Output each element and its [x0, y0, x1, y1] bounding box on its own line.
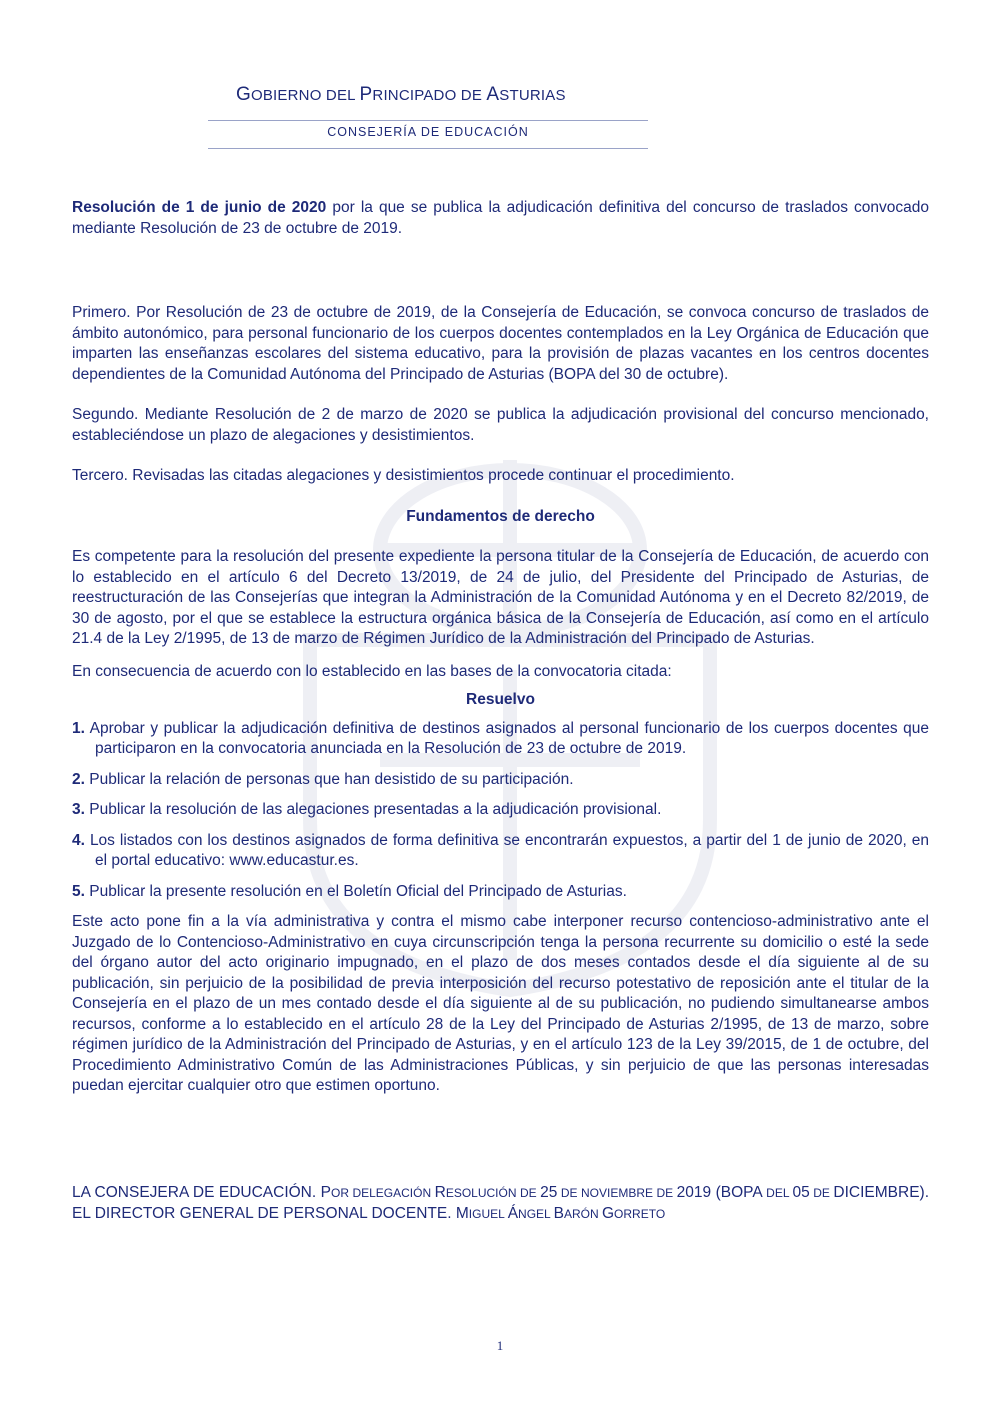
gov-rest-1: OBIERNO DEL	[250, 87, 360, 104]
sig-text: Á	[507, 1204, 519, 1222]
sig-text: ORRETO	[614, 1206, 666, 1221]
sig-text: B	[553, 1204, 564, 1222]
item-text: Aprobar y publicar la adjudicación definitiva de destinos asignados al personal funcionario de los cuerpos docentes que participaron en la convocatoria anunciada en la Resolución de 23 de octubre de 2019.	[89, 719, 929, 757]
fundamentos-paragraph: Es competente para la resolución del presente expediente la persona titular de la Consejería de Educación, de acuerdo con lo establecido en el artículo 6 del Decreto 13/2019, de 24 de julio, del Presidente del Principado de Asturias, de reestructuración de las Consejerías que integran la Administración de la Comunidad Autónoma y en el Decreto 82/2019, de 30 de agosto, por el que se establece la estructura orgánica básica de la Consejería de Educación, así como en el artículo 21.4 de la Ley 2/1995, de 13 de marzo de Régimen Jurídico de la Administración del Principado de Asturias.	[72, 548, 929, 647]
item-number: 2.	[72, 770, 85, 788]
list-item	[72, 800, 929, 821]
sig-text: 25	[540, 1184, 558, 1201]
item-text: Publicar la relación de personas que han desistido de su participación.	[89, 770, 574, 788]
sig-text: 05	[792, 1184, 810, 1201]
sig-text: DE NOVIEMBRE DE	[557, 1186, 677, 1200]
sig-text: G	[601, 1204, 615, 1222]
item-number: 1.	[72, 719, 85, 737]
document-body	[72, 198, 929, 1097]
sig-text: ESOLUCIÓN DE	[445, 1186, 541, 1200]
gov-rest-3: STURIAS	[499, 87, 566, 104]
gov-initial-3: A	[486, 84, 500, 105]
item-number: 4.	[72, 831, 85, 849]
sig-text: DICIEMBRE). EL DIRECTOR GENERAL DE PERSONAL DOCENTE.	[72, 1184, 929, 1222]
sig-text: DEL	[762, 1186, 793, 1200]
sig-text: OR DELEGACIÓN	[330, 1186, 435, 1200]
header-rule-top	[208, 120, 648, 121]
department-title: CONSEJERÍA DE EDUCACIÓN	[327, 125, 529, 139]
sig-text: P	[320, 1184, 331, 1201]
gov-initial-2: P	[359, 84, 373, 105]
header-rule-bottom	[208, 148, 648, 149]
item-number: 5.	[72, 882, 85, 900]
fact-paragraph: Tercero. Revisadas las citadas alegaciones y desistimientos procede continuar el procedimiento.	[72, 467, 735, 484]
item-text: Publicar la presente resolución en el Boletín Oficial del Principado de Asturias.	[89, 882, 627, 900]
item-number: 3.	[72, 801, 85, 818]
sig-text: R	[434, 1184, 446, 1201]
sig-text: 2019 (BOPA	[676, 1184, 763, 1201]
fact-paragraph: Segundo. Mediante Resolución de 2 de marzo de 2020 se publica la adjudicación provisional del concurso mencionado, estableciéndose un plazo de alegaciones y desistimientos.	[72, 406, 929, 444]
resolution-title-bold: Resolución de 1 de junio de 2020	[72, 199, 327, 216]
list-item	[72, 719, 929, 760]
gov-rest-2: RINCIPADO DE	[372, 87, 487, 104]
fundamentos-paragraph: En consecuencia de acuerdo con lo establecido en las bases de la convocatoria citada:	[72, 662, 672, 680]
fact-paragraph: Primero. Por Resolución de 23 de octubre de 2019, de la Consejería de Educación, se convoca concurso de traslados de ámbito autonómico, para personal funcionario de los cuerpos docentes contemplados en la Ley Orgánica de Educación que imparten las enseñanzas escolares del sistema educativo, para la provisión de plazas vacantes en los centros docentes dependientes de la Comunidad Autónoma del Principado de Asturias (BOPA del 30 de octubre).	[72, 304, 929, 383]
sig-text: LA CONSEJERA DE EDUCACIÓN.	[72, 1184, 321, 1201]
resolution-title	[72, 198, 929, 239]
resuelvo-heading: Resuelvo	[466, 691, 535, 708]
appeal-notice: Este acto pone fin a la vía administrativa y contra el mismo cabe interponer recurso contencioso-administrativo ante el Juzgado de lo Contencioso-Administrativo en cuya circunscripción tenga la persona recurrente su domicilio o esté la sede del órgano autor del acto originario impugnado, en el plazo de dos meses contados desde el día siguiente al de su publicación, sin perjuicio de la posibilidad de previa interposición del recurso potestativo de reposición ante el titular de la Consejería en el plazo de un mes contado desde el día siguiente al de su publicación, no pudiendo simultanearse ambos recursos, conforme a lo establecido en el artículo 28 de la Ley del Principado de Asturias 2/1995, de 13 de marzo, sobre régimen jurídico de la Administración del Principado de Asturias, y en el artículo 123 de la Ley 39/2015, de 1 de octubre, del Procedimiento Administrativo Común de las Administraciones Públicas, y sin perjuicio de que las personas interesadas puedan ejercitar cualquier otro que estimen oportuno.	[72, 913, 929, 1094]
list-item	[72, 831, 929, 872]
sig-text: NGEL	[518, 1206, 554, 1221]
item-text: Los listados con los destinos asignados de forma definitiva se encontrarán expuestos, a partir del 1 de junio de 2020, en el portal educativo: www.educastur.es.	[89, 831, 930, 869]
gov-initial-1: G	[236, 84, 251, 105]
sig-text: M	[455, 1204, 469, 1222]
sig-text: ARÓN	[563, 1206, 602, 1221]
item-text: Publicar la resolución de las alegaciones presentadas a la adjudicación provisional.	[89, 801, 662, 818]
resolution-title-rest: por la que se publica la adjudicación definitiva del concurso de traslados convocado mediante Resolución de 23 de octubre de 2019.	[72, 199, 929, 237]
page-number: 1	[496, 1338, 504, 1353]
signature-block	[72, 1183, 929, 1224]
sig-text: IGUEL	[468, 1206, 508, 1221]
sig-text: DE	[809, 1186, 834, 1200]
government-title	[236, 84, 636, 106]
list-item	[72, 770, 929, 791]
list-item	[72, 882, 929, 903]
fundamentos-heading: Fundamentos de derecho	[406, 507, 595, 525]
